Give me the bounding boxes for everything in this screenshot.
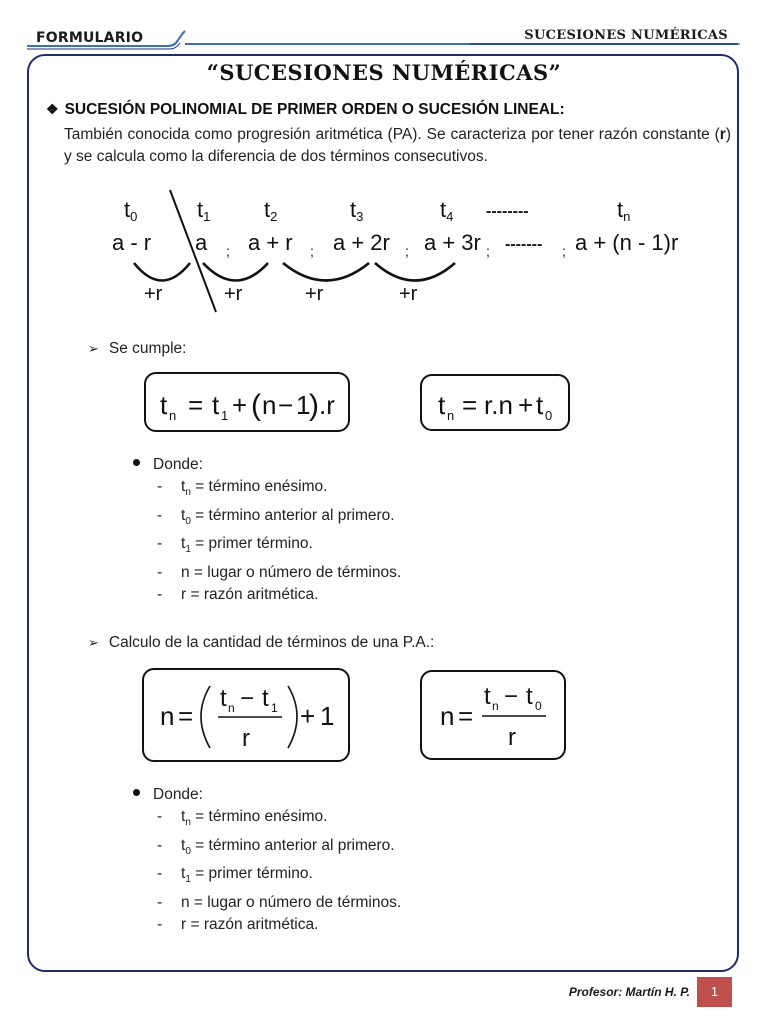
step-label: +r — [144, 283, 163, 305]
definition-row: - n = lugar o número de términos. — [157, 563, 402, 581]
svg-text:1: 1 — [296, 390, 311, 420]
se-cumple-label: Se cumple: — [108, 340, 187, 357]
bullet-dot-icon — [133, 459, 140, 466]
step-label: +r — [305, 283, 324, 305]
formula-n-t1 — [144, 670, 352, 764]
formula-n-t0 — [422, 672, 568, 762]
term-label-t3: t3 — [350, 197, 364, 224]
step-arc — [283, 263, 369, 281]
definition-row: - $t_1$ = primer término. — [157, 865, 313, 886]
svg-text:t: t — [484, 683, 491, 710]
svg-text:1: 1 — [320, 701, 335, 731]
paragraph-text-2: ) y se calcula como la diferencia de dos términos consecutivos. — [64, 126, 731, 165]
term-a-plus-2r: a + 2r — [333, 230, 390, 255]
definition-row: - $t_1$ = primer término. — [157, 535, 313, 556]
svg-text:−: − — [504, 683, 519, 710]
svg-text:+: + — [300, 701, 316, 731]
svg-text:t: t — [536, 390, 544, 420]
definition-list-2 — [157, 806, 401, 937]
arrow-bullet-icon: ➢ — [88, 341, 99, 356]
formula-tn-t1 — [146, 374, 352, 434]
svg-text:−: − — [278, 390, 294, 420]
term-ellipsis: ------- — [505, 236, 543, 253]
svg-text:1: 1 — [221, 408, 229, 423]
bullet-dot-icon — [133, 789, 140, 796]
svg-text:n: n — [228, 701, 235, 715]
paragraph-bold-r: r — [719, 126, 726, 143]
step-label: +r — [224, 283, 243, 305]
svg-text:.r: .r — [319, 390, 335, 420]
footer-professor: Profesor: Martín H. P. — [568, 985, 690, 999]
donde-label: Donde: — [153, 786, 203, 803]
svg-text:n: n — [492, 699, 499, 713]
term-separator: ; — [405, 243, 409, 259]
term-a-minus-r: a - r — [112, 230, 152, 255]
svg-text:=: = — [462, 390, 478, 420]
sequence-diagram — [0, 0, 768, 330]
term-label-t1: t1 — [197, 197, 211, 224]
term-a: a — [195, 230, 208, 255]
svg-text:n: n — [440, 701, 455, 731]
definition-row: - $t_0$ = término anterior al primero. — [157, 836, 395, 857]
calculo-item — [88, 634, 434, 652]
term-label-dots: -------- — [486, 203, 529, 220]
svg-text:1: 1 — [271, 701, 278, 715]
definition-row: - r = razón aritmética. — [157, 916, 319, 934]
formula-tn-t0 — [422, 376, 572, 433]
step-arc — [203, 263, 268, 281]
donde-item-2 — [133, 786, 203, 804]
svg-text:n: n — [169, 408, 177, 423]
formula-box-tn-t0 — [420, 374, 570, 431]
definition-row: - $t_0$ = término anterior al primero. — [157, 506, 395, 527]
term-separator: ; — [226, 243, 230, 259]
svg-text:+: + — [232, 390, 248, 420]
svg-text:−: − — [240, 685, 255, 712]
term-separator: ; — [562, 243, 566, 259]
svg-text:r: r — [508, 724, 516, 751]
svg-text:=: = — [178, 701, 194, 731]
donde-label: Donde: — [153, 456, 203, 473]
svg-text:r: r — [242, 725, 250, 752]
svg-text:t: t — [438, 390, 446, 420]
page-number-badge: 1 — [697, 977, 732, 1007]
term-separator: ; — [310, 243, 314, 259]
svg-text:0: 0 — [545, 408, 553, 423]
svg-text:(: ( — [251, 389, 261, 422]
header-label-left: FORMULARIO — [36, 30, 144, 46]
svg-text:t: t — [212, 390, 220, 420]
svg-text:n: n — [160, 701, 175, 731]
term-a-plus-r: a + r — [248, 230, 293, 255]
svg-text:t: t — [220, 685, 227, 712]
term-a-plus-n-minus-1-r: a + (n - 1)r — [575, 230, 679, 255]
definition-row: - n = lugar o número de términos. — [157, 893, 402, 911]
svg-text:0: 0 — [535, 699, 542, 713]
formula-box-n-t0 — [420, 670, 566, 760]
term-a-plus-3r: a + 3r — [424, 230, 481, 255]
definition-list-1 — [157, 476, 401, 607]
se-cumple-item — [88, 340, 186, 358]
step-label: +r — [399, 283, 418, 305]
calculo-label: Calculo de la cantidad de términos de una P.A.: — [108, 634, 435, 651]
svg-text:n: n — [447, 408, 455, 423]
formula-box-n-t1 — [142, 668, 350, 762]
header-label-right: SUCESIONES NUMÉRICAS — [524, 28, 728, 43]
definition-row: - $t_n$ = término enésimo. — [157, 808, 328, 829]
page-title: “SUCESIONES NUMÉRICAS” — [206, 60, 562, 85]
svg-text:=: = — [458, 701, 474, 731]
svg-text:n: n — [262, 390, 277, 420]
step-arc — [375, 263, 455, 281]
definition-row: - r = razón aritmética. — [157, 586, 319, 604]
svg-text:+: + — [518, 390, 534, 420]
term-separator: ; — [486, 243, 490, 259]
donde-item-1 — [133, 456, 203, 474]
term-label-tn: tn — [617, 197, 631, 224]
svg-text:): ) — [309, 389, 319, 422]
section-heading-text: SUCESIÓN POLINOMIAL DE PRIMER ORDEN O SUCESIÓN LINEAL: — [64, 101, 565, 118]
term-label-t4: t4 — [440, 197, 454, 224]
svg-text:t: t — [160, 390, 168, 420]
svg-text:=: = — [188, 390, 204, 420]
paragraph-text-1: También conocida como progresión aritmética (PA). Se caracteriza por tener razón constante ( — [64, 126, 720, 143]
term-label-t2: t2 — [264, 197, 278, 224]
svg-text:r.n: r.n — [484, 390, 513, 420]
arrow-bullet-icon: ➢ — [88, 635, 99, 650]
svg-text:t: t — [262, 685, 269, 712]
diamond-bullet-icon: ❖ — [46, 101, 59, 117]
formula-box-tn-t1 — [144, 372, 350, 432]
step-arc — [134, 263, 190, 281]
svg-text:t: t — [526, 683, 533, 710]
definition-row: - $t_n$ = término enésimo. — [157, 478, 328, 499]
term-label-t0: t0 — [124, 197, 138, 224]
